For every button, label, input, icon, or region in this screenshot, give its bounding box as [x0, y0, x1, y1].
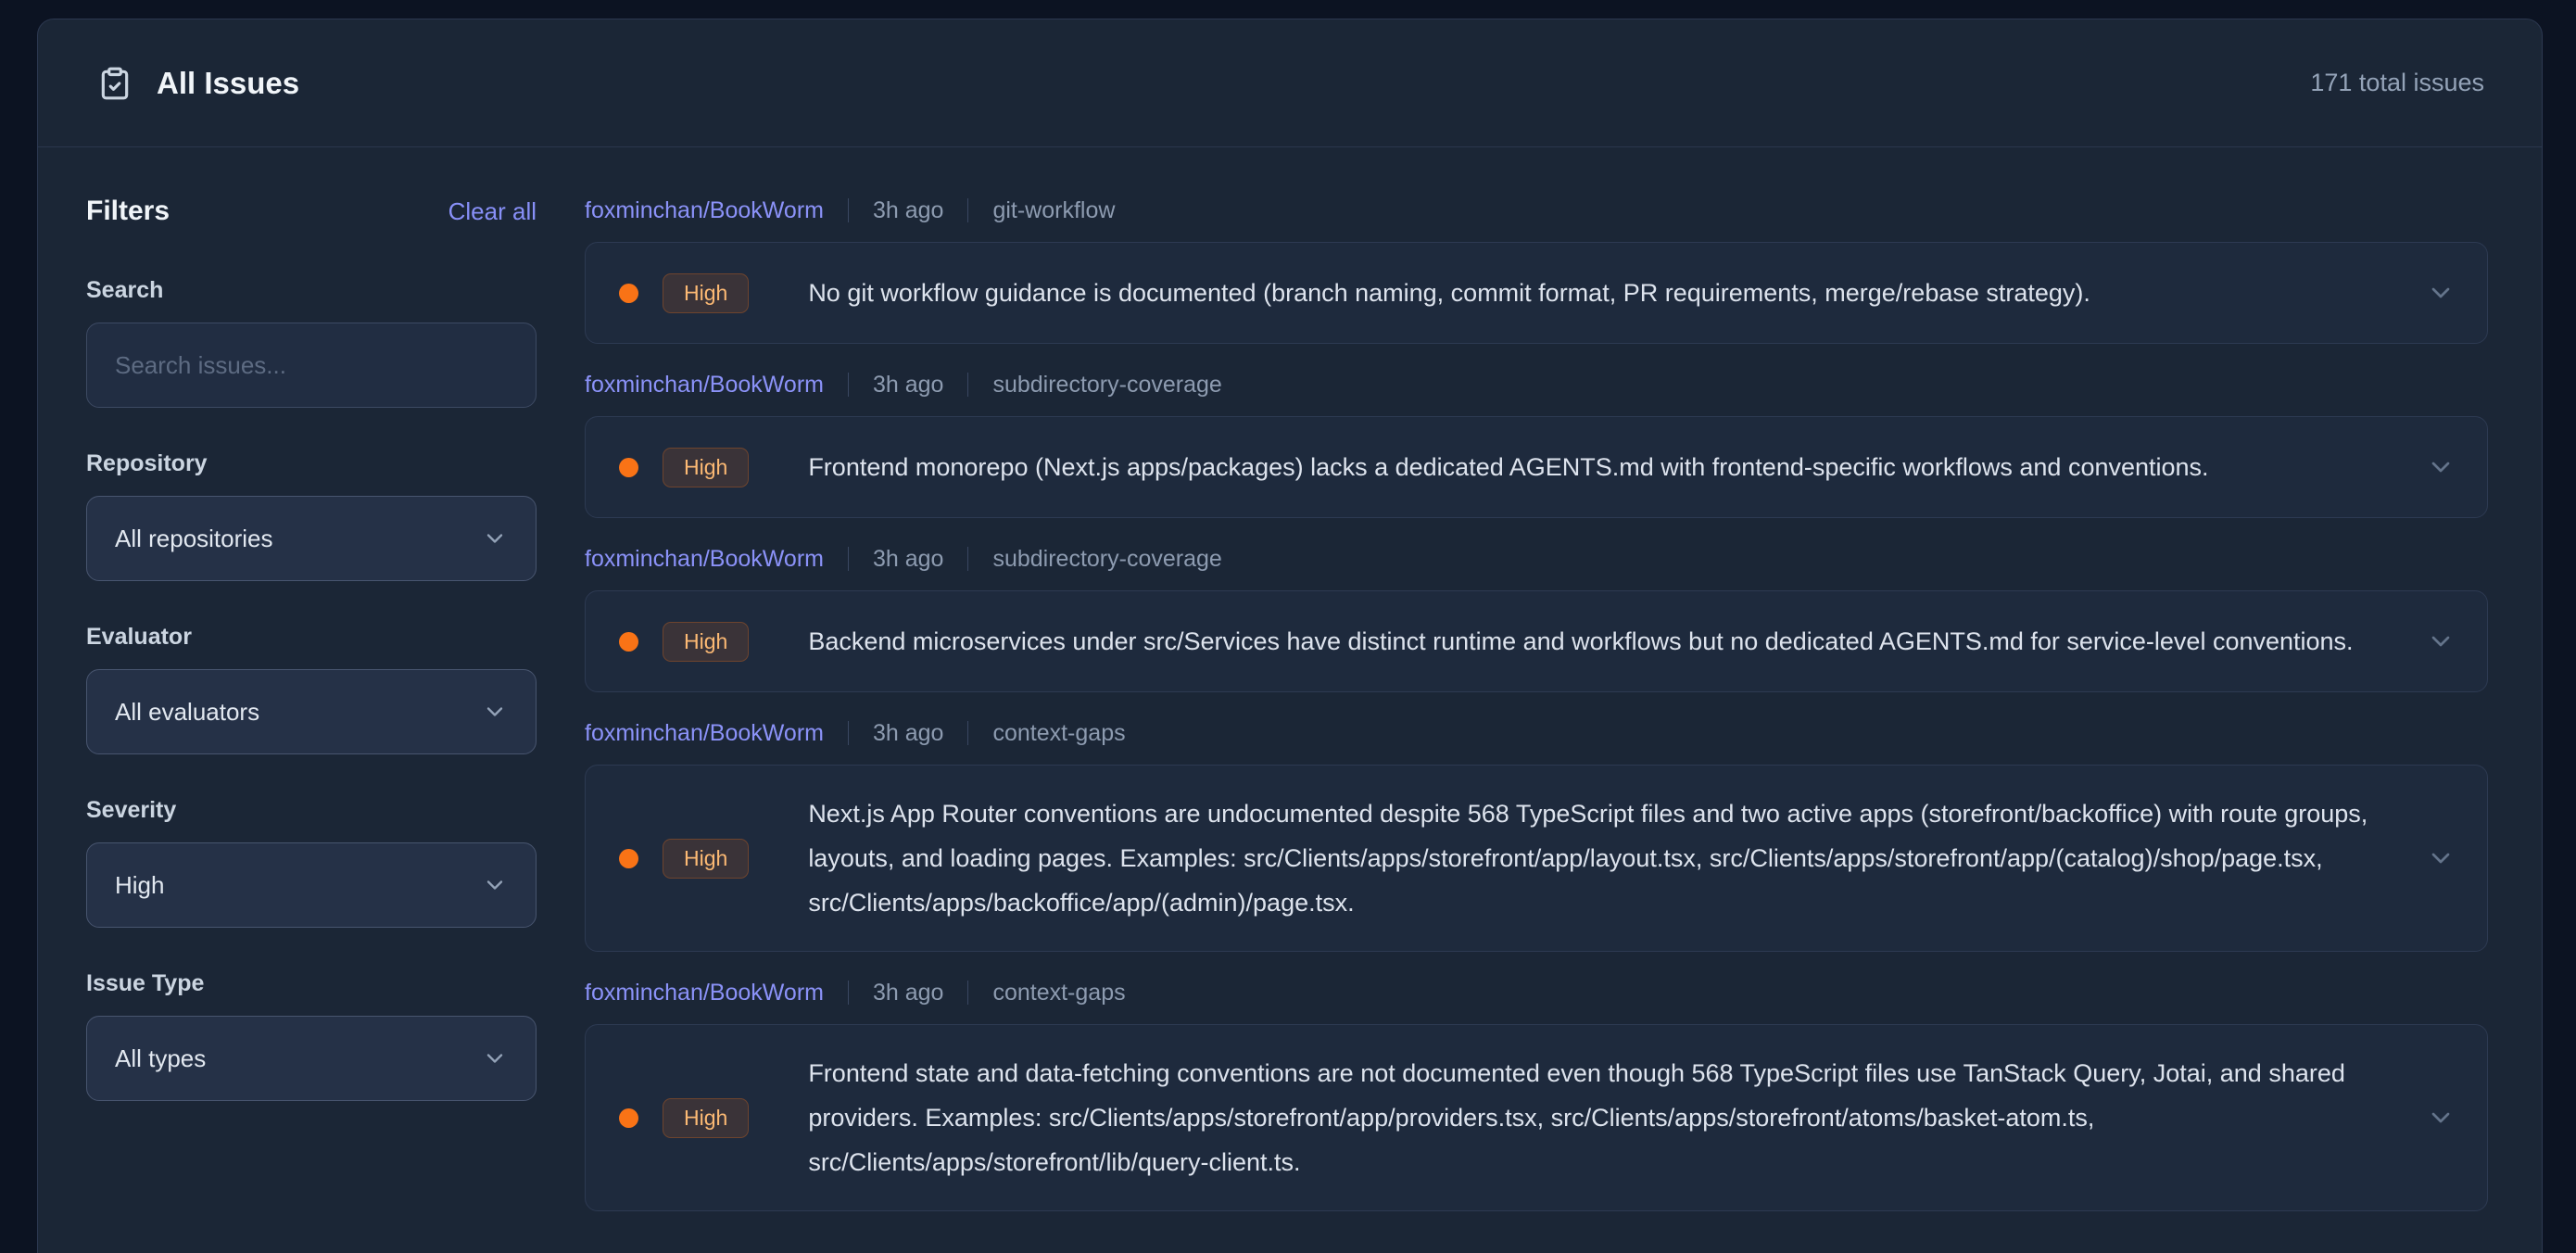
repo-link[interactable]: foxminchan/BookWorm [585, 719, 824, 746]
search-input[interactable] [86, 323, 537, 408]
panel-header [38, 19, 2542, 147]
issue-time: 3h ago [872, 979, 944, 1006]
issue-time: 3h ago [872, 196, 944, 223]
repo-link[interactable]: foxminchan/BookWorm [585, 979, 824, 1006]
issue-title: No git workflow guidance is documented (branch naming, commit format, PR requirements, merge/rebase strategy). [808, 279, 2090, 307]
panel-body [38, 147, 2542, 1211]
issue-card[interactable] [585, 416, 2488, 518]
issue-meta [585, 196, 2488, 225]
page-title: All Issues [157, 65, 300, 100]
issue-tag: subdirectory-coverage [992, 371, 1222, 398]
chevron-down-icon[interactable] [2389, 278, 2456, 308]
issue-group [585, 978, 2488, 1211]
issue-time: 3h ago [872, 545, 944, 572]
clear-all-filters-button[interactable]: Clear all [448, 196, 537, 225]
issue-tag: context-gaps [992, 979, 1126, 1006]
severity-badge: High [663, 839, 749, 879]
issue-title: Frontend state and data-fetching conventions are not documented even though 568 TypeScript files use TanStack Query, Jotai, and shared providers. Examples: src/Clients/apps/storefront/app/providers.tsx, src/Clients/apps/storefront/atoms/basket-atom.ts, src/Clients/apps/storefront/lib/query-client.ts. [808, 1059, 2345, 1176]
repo-link[interactable]: foxminchan/BookWorm [585, 371, 824, 398]
issue-card[interactable] [585, 765, 2488, 952]
search-label: Search [86, 277, 164, 303]
chevron-down-icon [482, 699, 508, 725]
chevron-down-icon[interactable] [2389, 626, 2456, 656]
issue-type-select[interactable] [86, 1016, 537, 1101]
issue-type-select-value: All types [115, 1044, 207, 1072]
filters-sidebar [86, 196, 537, 1211]
chevron-down-icon [482, 1045, 508, 1071]
chevron-down-icon [482, 872, 508, 898]
issue-tag: git-workflow [992, 196, 1116, 223]
severity-dot-icon [619, 849, 638, 868]
repository-select[interactable] [86, 496, 537, 581]
issue-title: Backend microservices under src/Services have distinct runtime and workflows but no dedicated AGENTS.md for service-level conventions. [808, 627, 2354, 655]
severity-label: Severity [86, 797, 177, 823]
severity-badge: High [663, 448, 749, 487]
chevron-down-icon [482, 525, 508, 551]
issue-type-label: Issue Type [86, 970, 205, 996]
issue-group [585, 718, 2488, 952]
issue-tag: subdirectory-coverage [992, 545, 1222, 572]
meta-divider [967, 721, 968, 745]
issue-meta [585, 978, 2488, 1007]
meta-divider [967, 981, 968, 1005]
filters-heading: Filters [86, 196, 170, 226]
issue-group [585, 196, 2488, 344]
issue-group [585, 544, 2488, 692]
clipboard-check-icon [97, 66, 133, 101]
repo-link[interactable]: foxminchan/BookWorm [585, 196, 824, 223]
meta-divider [967, 373, 968, 397]
issue-card[interactable] [585, 590, 2488, 692]
total-issues-count: 171 total issues [2310, 69, 2484, 96]
meta-divider [967, 198, 968, 222]
issue-time: 3h ago [872, 719, 944, 746]
severity-select[interactable] [86, 842, 537, 928]
issue-tag: context-gaps [992, 719, 1126, 746]
meta-divider [848, 198, 849, 222]
repository-label: Repository [86, 450, 208, 476]
issue-card[interactable] [585, 242, 2488, 344]
severity-dot-icon [619, 1108, 638, 1128]
severity-badge: High [663, 1098, 749, 1138]
issue-meta [585, 718, 2488, 748]
meta-divider [848, 547, 849, 571]
evaluator-select[interactable] [86, 669, 537, 754]
chevron-down-icon[interactable] [2389, 843, 2456, 873]
meta-divider [848, 721, 849, 745]
issue-list [585, 196, 2488, 1211]
repository-select-value: All repositories [115, 524, 273, 552]
chevron-down-icon[interactable] [2389, 452, 2456, 482]
all-issues-panel [37, 19, 2543, 1253]
severity-badge: High [663, 273, 749, 313]
meta-divider [848, 373, 849, 397]
evaluator-label: Evaluator [86, 624, 192, 650]
issue-title: Next.js App Router conventions are undocumented despite 568 TypeScript files and two active apps (storefront/backoffice) with route groups, layouts, and loading pages. Examples: src/Clients/apps/storefront/app/layout.tsx, src/Clients/apps/storefront/app/(catalog)/shop/page.tsx, src/Clients/apps/backoffice/app/(admin)/page.tsx. [808, 800, 2368, 917]
meta-divider [967, 547, 968, 571]
issue-group [585, 370, 2488, 518]
severity-dot-icon [619, 284, 638, 303]
evaluator-select-value: All evaluators [115, 697, 260, 726]
issue-time: 3h ago [872, 371, 944, 398]
issue-title: Frontend monorepo (Next.js apps/packages) lacks a dedicated AGENTS.md with frontend-specific workflows and conventions. [808, 453, 2209, 481]
severity-select-value: High [115, 870, 165, 899]
issue-meta [585, 370, 2488, 399]
issue-card[interactable] [585, 1024, 2488, 1211]
severity-dot-icon [619, 458, 638, 477]
meta-divider [848, 981, 849, 1005]
chevron-down-icon[interactable] [2389, 1103, 2456, 1133]
severity-badge: High [663, 622, 749, 662]
severity-dot-icon [619, 632, 638, 652]
repo-link[interactable]: foxminchan/BookWorm [585, 545, 824, 572]
issue-meta [585, 544, 2488, 574]
